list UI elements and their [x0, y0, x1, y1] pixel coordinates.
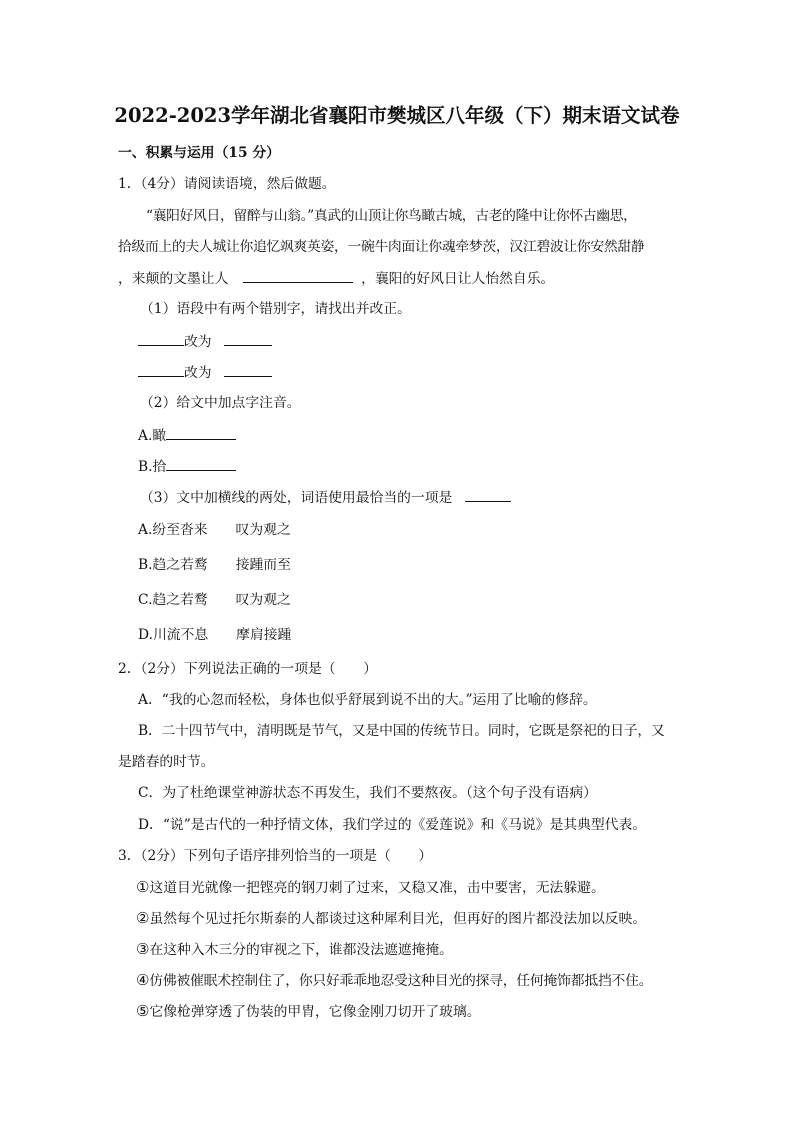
item-text: 在这种入木三分的审视之下，谁都没法遮遮掩掩。 — [149, 942, 453, 958]
option-a-word-2: 叹为观之 — [235, 522, 291, 538]
passage-line-3 — [118, 268, 554, 289]
answer-blank — [138, 331, 184, 346]
passage-line-1: “襄阳好风日，留醉与山翁。”真武的山顶让你鸟瞰古城，古老的隆中让你怀古幽思， — [146, 208, 637, 224]
passage-blank — [243, 268, 353, 283]
item-text: 仿佛被催眠术控制住了，你只好乖乖地忍受这种目光的探寻，任何掩饰都抵挡不住。 — [149, 973, 653, 989]
item-number: ① — [136, 878, 150, 896]
question-2-option-d: D．“说”是古代的一种抒情文体，我们学过的《爱莲说》和《马说》是其典型代表。 — [138, 817, 647, 833]
answer-blank — [224, 362, 272, 377]
sub-question-3-text: （3）文中加横线的两处，词语使用最恰当的一项是 — [140, 490, 453, 506]
sentence-item-4 — [136, 970, 652, 991]
question-1-stem: 1．（4分）请阅读语境，然后做题。 — [118, 176, 336, 192]
option-b — [138, 555, 291, 575]
sub-question-1: （1）语段中有两个错别字，请找出并改正。 — [140, 301, 411, 317]
sub-question-3 — [140, 487, 511, 508]
sentence-item-1 — [136, 877, 605, 898]
sentence-item-2 — [136, 908, 646, 929]
section-heading: 一、积累与运用（15 分） — [118, 145, 280, 161]
item-number: ④ — [136, 971, 150, 989]
question-2-option-a: A．“我的心忽而轻松，身体也似乎舒展到说不出的大。”运用了比喻的修辞。 — [138, 692, 597, 708]
passage-line-3-end: ，襄阳的好风日让人怡然自乐。 — [361, 271, 555, 287]
pinyin-label-b: B.拾 — [138, 459, 167, 475]
question-2-option-b-line-1: B．二十四节气中，清明既是节气，又是中国的传统节日。同时，它既是祭祀的日子，又 — [138, 723, 665, 739]
pinyin-row-a — [138, 425, 236, 446]
option-c-word-1: C.趋之若鹜 — [138, 592, 208, 608]
answer-blank — [224, 331, 272, 346]
correction-row-1 — [138, 331, 272, 352]
option-a-word-1: A.纷至沓来 — [138, 522, 208, 538]
item-number: ② — [136, 909, 150, 927]
correction-row-2 — [138, 362, 272, 383]
sub-question-2: （2）给文中加点字注音。 — [140, 395, 301, 411]
question-2-option-b-line-2: 是踏春的时节。 — [118, 754, 215, 770]
question-2-option-c: C．为了杜绝课堂神游状态不再发生，我们不要熬夜。（这个句子没有语病） — [138, 785, 597, 801]
item-text: 它像枪弹穿透了伪装的甲胄，它像金刚刀切开了玻璃。 — [149, 1004, 481, 1020]
answer-blank — [465, 487, 511, 502]
change-label: 改为 — [184, 365, 212, 381]
answer-blank — [166, 425, 236, 440]
option-b-word-1: B.趋之若鹜 — [138, 557, 208, 573]
item-text: 虽然每个见过托尔斯泰的人都谈过这种犀利目光，但再好的图片都没法加以反映。 — [149, 911, 647, 927]
item-number: ⑤ — [136, 1002, 150, 1020]
item-text: 这道目光就像一把铿亮的钢刀刺了过来，又稳又准，击中要害，无法躲避。 — [149, 880, 605, 896]
option-d — [138, 625, 291, 645]
option-d-word-1: D.川流不息 — [138, 627, 209, 643]
answer-blank — [166, 456, 236, 471]
question-2-stem: 2．（2分）下列说法正确的一项是（ ） — [118, 661, 377, 677]
sentence-item-5 — [136, 1001, 481, 1022]
passage-line-2: 拾级而上的夫人城让你追忆飒爽英姿，一碗牛肉面让你魂牵梦茨，汉江碧波让你安然甜静 — [118, 239, 645, 255]
item-number: ③ — [136, 940, 150, 958]
option-d-word-2: 摩肩接踵 — [236, 627, 292, 643]
question-3-stem: 3．（2分）下列句子语序排列恰当的一项是（ ） — [118, 848, 433, 864]
option-b-word-2: 接踵而至 — [235, 557, 291, 573]
exam-title: 2022-2023学年湖北省襄阳市樊城区八年级（下）期末语文试卷 — [114, 104, 680, 127]
change-label: 改为 — [184, 334, 212, 350]
sentence-item-3 — [136, 939, 453, 960]
answer-blank — [138, 362, 184, 377]
option-c-word-2: 叹为观之 — [235, 592, 291, 608]
pinyin-row-b — [138, 456, 236, 477]
option-a — [138, 520, 291, 540]
passage-line-3-start: ，来颠的文墨让人 — [118, 271, 229, 287]
option-c — [138, 590, 291, 610]
pinyin-label-a: A.瞰 — [138, 428, 167, 444]
